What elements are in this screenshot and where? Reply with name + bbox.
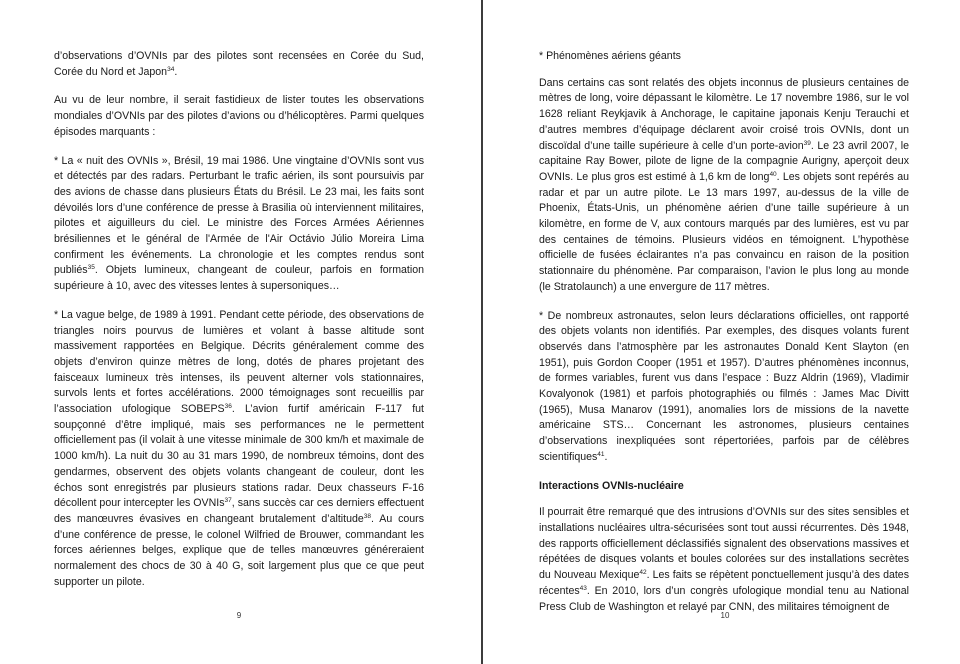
paragraph-giant-phenomena-title: [539, 49, 909, 65]
paragraph-belgian-wave: [54, 308, 424, 591]
footnote-ref: 34: [167, 65, 175, 73]
text-run: * De nombreux astronautes, selon leurs déclarations officielles, ont rapporté des objets volants non identifiés. Par exemples, des disques volants furent observés dans l’atmosphère par les astronautes Donald Kent Slayton (en 1951), puis Gordon Cooper (1951 et 1957). D’autres phénomènes inconnus, de formes variables, furent vus dans l’espace : Buzz Aldrin (1969), Vladimir Kovalyonok (1981) et parfois photographiés ou filmés : James Mac Divitt (1965), Musa Manarov (1991), anomalies lors de missions de la navette américaine STS… Concernant les astronomes, plusieurs centaines d’observations inexpliquées sont répertoriées, parfois par de célèbres scientifiques: [539, 309, 909, 463]
text-run: * Phénomènes aériens géants: [539, 50, 681, 62]
text-run: . Les faits se répètent ponctuellement jusqu’à des dates récentes: [539, 569, 909, 597]
text-run: * La « nuit des OVNIs », Brésil, 19 mai 1986. Une vingtaine d’OVNIs sont vus et détectés par des radars. Perturbant le trafic aérien, ils sont poursuivis par des avions de chasse dans plusieurs États du Brésil. Le 23 mai, les faits sont dévoilés lors d’une conférence de presse à Brasilia où interviennent militaires, pilotes et aiguilleurs du ciel. Le ministre des Forces Armées Aériennes brésiliennes et le général de l'Armée de l'Air Octávio Júlio Moreira Lima confirment les événements. La chronologie et les comptes rendus sont publiés: [54, 154, 424, 277]
text-run: . Le 23 avril 2007, le capitaine Ray Bower, pilote de ligne de la compagnie Aurigny, aperçoit deux OVNIs. Le plus gros est estimé à 1,6 km de long: [539, 139, 910, 183]
text-run: . Au cours d’une conférence de presse, le colonel Wilfried de Brouwer, commandant les forces aériennes belges, explique que de telles manœuvres généreraient normalement des chocs de 30 à 40 G, soit largement plus que ce que peut supporter un pilote.: [54, 512, 424, 588]
paragraph-korea-japan: [54, 49, 424, 80]
text-run: .: [604, 450, 608, 463]
text-run: .: [174, 65, 178, 78]
footnote-ref: 40: [769, 170, 777, 178]
footnote-ref: 38: [363, 512, 371, 520]
text-run: d’observations d’OVNIs par des pilotes sont recensées en Corée du Sud, Corée du Nord et Japon: [54, 50, 424, 78]
footnote-ref: 36: [224, 403, 232, 411]
page-number: 9: [236, 611, 242, 620]
paragraph-nuclear-sites: [539, 505, 909, 615]
left-page-body: [54, 49, 424, 604]
text-run: Au vu de leur nombre, il serait fastidieux de lister toutes les observations mondiales d’OVNIs par des pilotes d’avions ou d’hélicoptères. Parmi quelques épisodes marquants :: [54, 94, 424, 138]
paragraph-astronauts: [539, 309, 909, 466]
text-run: . Objets lumineux, changeant de couleur, parfois en formation supérieure à 10, avec des vitesses lentes à supersoniques…: [54, 264, 424, 293]
footnote-ref: 41: [597, 450, 605, 458]
footnote-ref: 35: [87, 264, 95, 272]
text-run: . En 2010, lors d’un congrès ufologique mondial tenu au National Press Club de Washington et relayé par CNN, des militaires témoignent de: [539, 584, 909, 613]
footnote-ref: 37: [224, 497, 232, 505]
text-run: * La vague belge, de 1989 à 1991. Pendant cette période, des observations de triangles noirs pourvus de lumières et volant à basse altitude sont massivement rapportées en Belgique. Décrits généralement comme des objets d’environ quinze mètres de long, dotés de phares projetant des faisceaux lumineux très intenses, ils peuvent alterner vols stationnaires, survols lents et fortes accélérations. 2000 témoignages sont recueillis par l’association ufologique SOBEPS: [54, 308, 424, 416]
text-run: , sans succès car ces derniers effectuent des manœuvres évasives en changeant brutalement d’altitude: [54, 497, 424, 525]
footnote-ref: 43: [579, 584, 587, 592]
footnote-ref: 42: [639, 569, 647, 577]
text-run: . Les objets sont repérés au radar et par un autre pilote. Le 13 mars 1997, au-dessus de la ville de Phoenix, États-Unis, un phénomène aérien d’une taille supérieure à un kilomètre, en forme de V, aux contours marqués par des lumières, est vu par des centaines de témoins. Plusieurs vidéos en témoignent. L’hypothèse officielle de fusées éclairantes n’a pas convaincu en raison de la position stationnaire du phénomène. Par comparaison, l’avion le plus long au monde (le Stratolaunch) a une envergure de 117 mètres.: [539, 170, 909, 293]
paragraph-brazil-ufo-night: [54, 154, 424, 295]
text-run: Dans certains cas sont relatés des objets inconnus de plusieurs centaines de mètres de long, voire dépassant le kilomètre. Le 17 novembre 1986, sur le vol 1628 reliant Reykjavik à Anchorage, le capitaine japonais Kenju Terauchi et d’autres membres d’équipage déclarent avoir croisé trois OVNIs, dont un discoïdal d’une taille supérieure à celle d’un porte-avion: [539, 76, 909, 152]
page-number: 10: [720, 611, 730, 620]
right-page: [483, 0, 960, 664]
text-run: . L’avion furtif américain F-117 fut soupçonné d’être impliqué, mais ses performances ne le permettent officiellement pas (il volait à une vitesse minimale de 300 km/h et maximale de 1000 km/h). La nuit du 30 au 31 mars 1990, de nombreux témoins, dont des gendarmes, observent des objets volants changeant de couleur, dont les échos sont enregistrés par plusieurs stations radar. Deux chasseurs F-16 décollent pour intercepter les OVNIs: [54, 403, 424, 510]
paragraph-giant-phenomena: [539, 76, 909, 296]
text-run: Il pourrait être remarqué que des intrusions d’OVNIs sur des sites sensibles et installations nucléaires ultra-sécurisées sont tout aussi récurrentes. Dès 1948, des rapports officiellement déclassifiés signalent des observations massives et répétées de disques volants et boules colorées sur des installations secrètes du Nouveau Mexique: [539, 506, 909, 582]
right-page-body: [539, 49, 909, 628]
footnote-ref: 39: [803, 139, 811, 147]
paragraph-intro-pilots: [54, 93, 424, 140]
section-heading-nuclear: Interactions OVNIs-nucléaire: [539, 479, 684, 492]
